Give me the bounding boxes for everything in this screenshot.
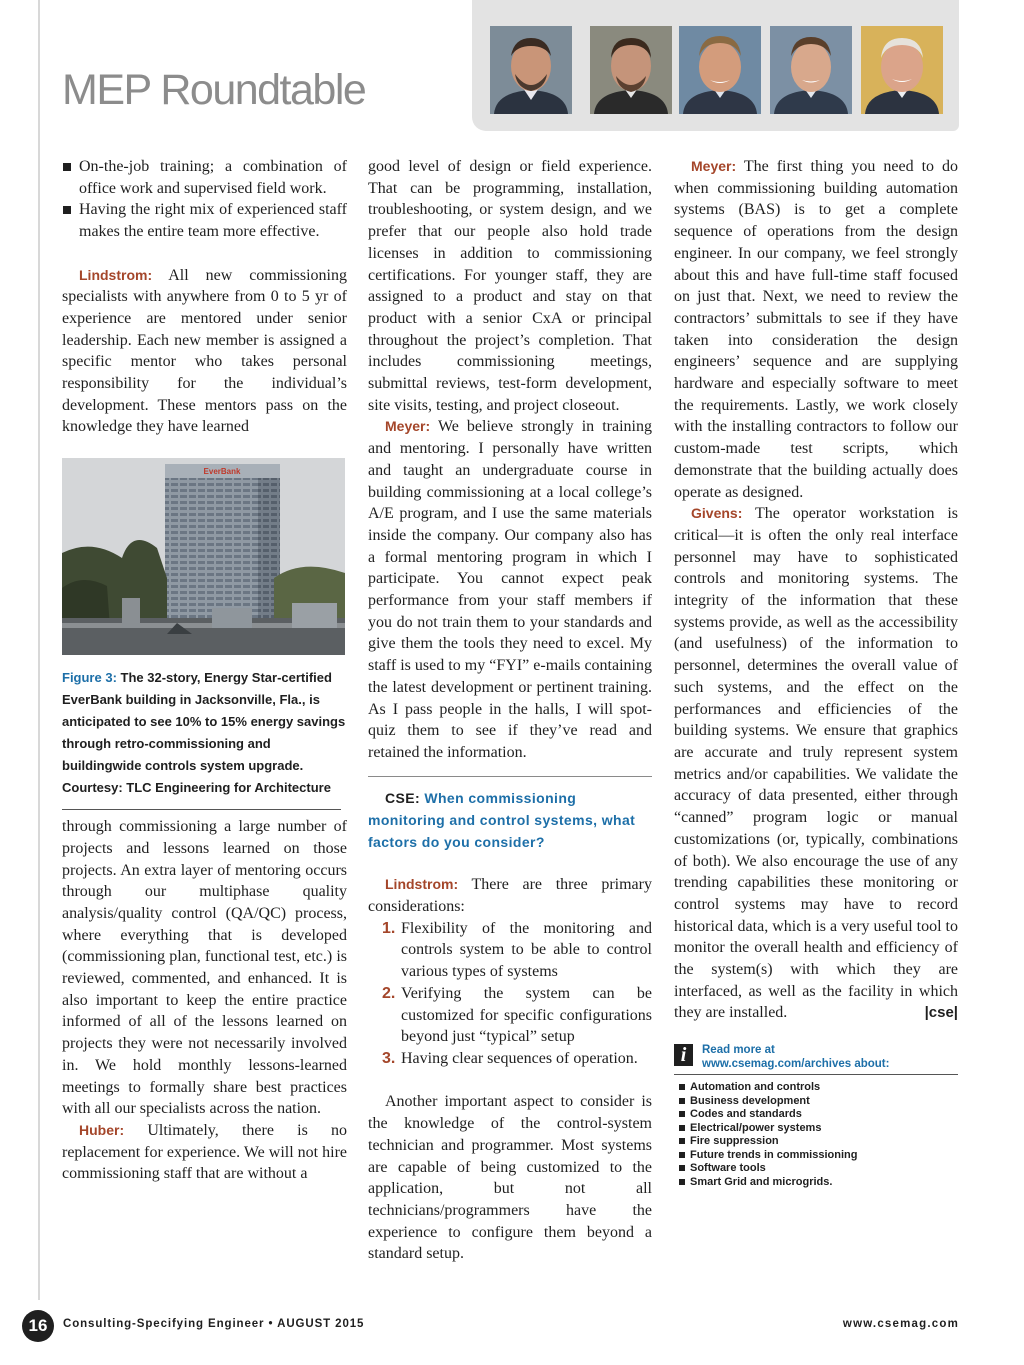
square-bullet-icon [679,1084,685,1090]
square-bullet-icon [63,163,71,171]
topic-link[interactable]: Codes and standards [674,1108,958,1122]
bullet-item: Having the right mix of experienced staff makes the entire team more effective. [62,199,347,242]
topic-link[interactable]: Smart Grid and microgrids. [674,1176,958,1190]
section-title: MEP Roundtable [62,66,366,114]
lindstrom-paragraph: Lindstrom: There are three primary considerations: [368,876,652,916]
speaker-label: Lindstrom: [79,266,153,283]
column-3 [674,156,958,1189]
read-more-header [674,1044,958,1075]
speaker-label: Givens: [691,505,743,522]
square-bullet-icon [679,1165,685,1171]
panelist-photo-4 [770,26,852,114]
figure-label: Figure 3: [62,670,117,686]
meyer-paragraph: Meyer: The first thing you need to do when commissioning building automation systems (BAS) is to get a complete sequence of operations from the design engineer. In our company, we feel strongly about this and have full-time staff focused on just that. Next, we need to review the contractors’ submittals to see if they have taken into consideration the design engineers’ sequence and are supplying hardware and especially software to meet the requirements. Lastly, we work closely with the installing contractors to follow our custom-made test scripts, which demonstrate that the building actually does operate as designed. [674,158,959,501]
considerations-list [368,918,652,1070]
panelist-photo-2 [590,26,672,114]
column-1 [62,156,347,1185]
read-more-url[interactable]: www.csemag.com/archives about: [702,1057,890,1070]
square-bullet-icon [679,1098,685,1104]
list-item: 3. Having clear sequences of operation. [368,1048,652,1070]
topic-link[interactable]: Business development [674,1095,958,1109]
training-bullet-list [62,156,347,243]
topic-link[interactable]: Software tools [674,1162,958,1176]
speaker-label: Huber: [79,1121,125,1138]
figure-3-caption: Figure 3: The 32-story, Energy Star-certified EverBank building in Jacksonville, Fla., is anticipated to see 10% to 15% energy savings through retro-commissioning and buildingwide controls system upgrade. Courtesy: TLC Engineering for Architecture [62,670,346,796]
meyer-paragraph: Meyer: We believe strongly in training and mentoring. I personally have written and taught an undergraduate course in building commissioning at a local college’s A/E program, and I use the same materials inside the company. Our company also has a formal mentoring program in which I participate. You cannot expect peak performance from your staff members if you do not train them to your standards and give them the tools they need to excel. My staff is used to my “FYI” e-mails containing the latest development or pertinent training. As I pass people in the halls, I will spot-quiz them to see if they’ve read and retained the information. [368,418,652,761]
footer-url[interactable]: www.csemag.com [842,1318,959,1330]
square-bullet-icon [679,1138,685,1144]
panelist-photo-3 [679,26,761,114]
square-bullet-icon [679,1179,685,1185]
topic-link[interactable]: Electrical/power systems [674,1122,958,1136]
list-number: 2. [382,984,396,1002]
list-item: 1. Flexibility of the monitoring and controls system to be able to control various types of systems [382,919,652,981]
page-number: 16 [22,1310,54,1342]
topic-link[interactable]: Automation and controls [674,1081,958,1095]
question-label: CSE: [385,789,421,806]
left-margin-rule [38,0,40,1300]
speaker-label: Meyer: [691,158,737,174]
speaker-label: Meyer: [385,418,431,435]
building-sign: EverBank [203,467,241,477]
cse-question: CSE: When commissioning monitoring and control systems, what factors do you consider? [368,789,636,850]
lindstrom-paragraph: Lindstrom: All new commissioning specialists with anywhere from 0 to 5 yr of experience are mentored under senior leadership. Each new member is assigned a specific mentor who takes personal responsibility for the individual’s development. These mentors pass on the knowledge they have learned [62,266,347,436]
divider [62,809,341,810]
speaker-label: Lindstrom: [385,876,459,893]
bullet-item: On-the-job training; a combination of office work and supervised field work. [62,156,347,199]
figure-3-photo [62,458,345,655]
square-bullet-icon [679,1125,685,1131]
topic-link[interactable]: Fire suppression [674,1135,958,1149]
read-more-heading: Read more at [702,1044,775,1057]
divider [368,776,652,777]
column-2 [368,156,652,1265]
topic-link[interactable]: Future trends in commissioning [674,1149,958,1163]
cse-end-mark: |cse| [924,1004,958,1022]
panelist-photo-1 [490,26,572,114]
read-more-box [674,1044,958,1189]
panelist-photo-5 [861,26,943,114]
list-number: 1. [382,919,396,937]
huber-paragraph: Huber: Ultimately, there is no replacement for experience. We will not hire commissioning staff that are without a [62,1121,348,1183]
read-more-topics [674,1081,958,1189]
info-icon: i [674,1044,693,1066]
continued-paragraph: good level of design or field experience. That can be programming, installation, troubleshooting, or system design, and we prefer that our people also hold trade licenses in addition to commissioning certifications. For younger staff, they are assigned to a product and stay on that product with a senior CxA or principal throughout the project’s completion. That includes commissioning meetings, submittal reviews, test-form development, site visits, testing, and project closeout. [368,158,652,414]
givens-paragraph: Givens: The operator workstation is critical—it is often the only real interface personnel may have to sophisticated controls and monitoring systems. The integrity of the information that these systems provide, as well as the accessibility (and usefulness) of the information to personnel, determines the overall value of such systems, and the effect on the performances and efficiencies of the building systems. We ensure that graphics are accurate and truly represent system metrics and/or capabilities. We validate the accuracy of data presented, either through “canned” program logic or manual customizations (or, typically, combinations of both). We also encourage the use of any trending capabilities these monitoring or control systems may have to record historical data, which is a very useful tool to monitor the overall health and efficiency of the system(s) with which they are interfaced, as well as the facility in which they are installed. |cse| [674,503,958,1024]
list-number: 3. [382,1050,396,1067]
page-footer [22,1310,959,1342]
square-bullet-icon [679,1152,685,1158]
square-bullet-icon [679,1111,685,1117]
closing-paragraph: Another important aspect to consider is the knowledge of the control-system technician and programmer. Most systems are capable of being customized to the application, but not all technicians/programmers have the experience to configure them beyond a standard setup. [368,1093,652,1263]
publication-line: Consulting-Specifying Engineer • AUGUST 2015 [63,1318,365,1330]
continued-paragraph: through commissioning a large number of projects and lessons learned on those projects. An extra layer of mentoring occurs through our multiphase quality analysis/quality control (QA/QC) process, where everything that is developed (commissioning plan, functional test, etc.) is reviewed, commented, and enhanced. It is also important to keep the entire practice informed of all of the lessons learned on projects they were not necessarily involved in. We hold monthly lessons-learned meetings to formally share best practices with all our specialists across the nation. [62,818,347,1118]
square-bullet-icon [63,206,71,214]
list-item: 2. Verifying the system can be customized for specific configurations beyond just “typical” setup [382,984,652,1046]
